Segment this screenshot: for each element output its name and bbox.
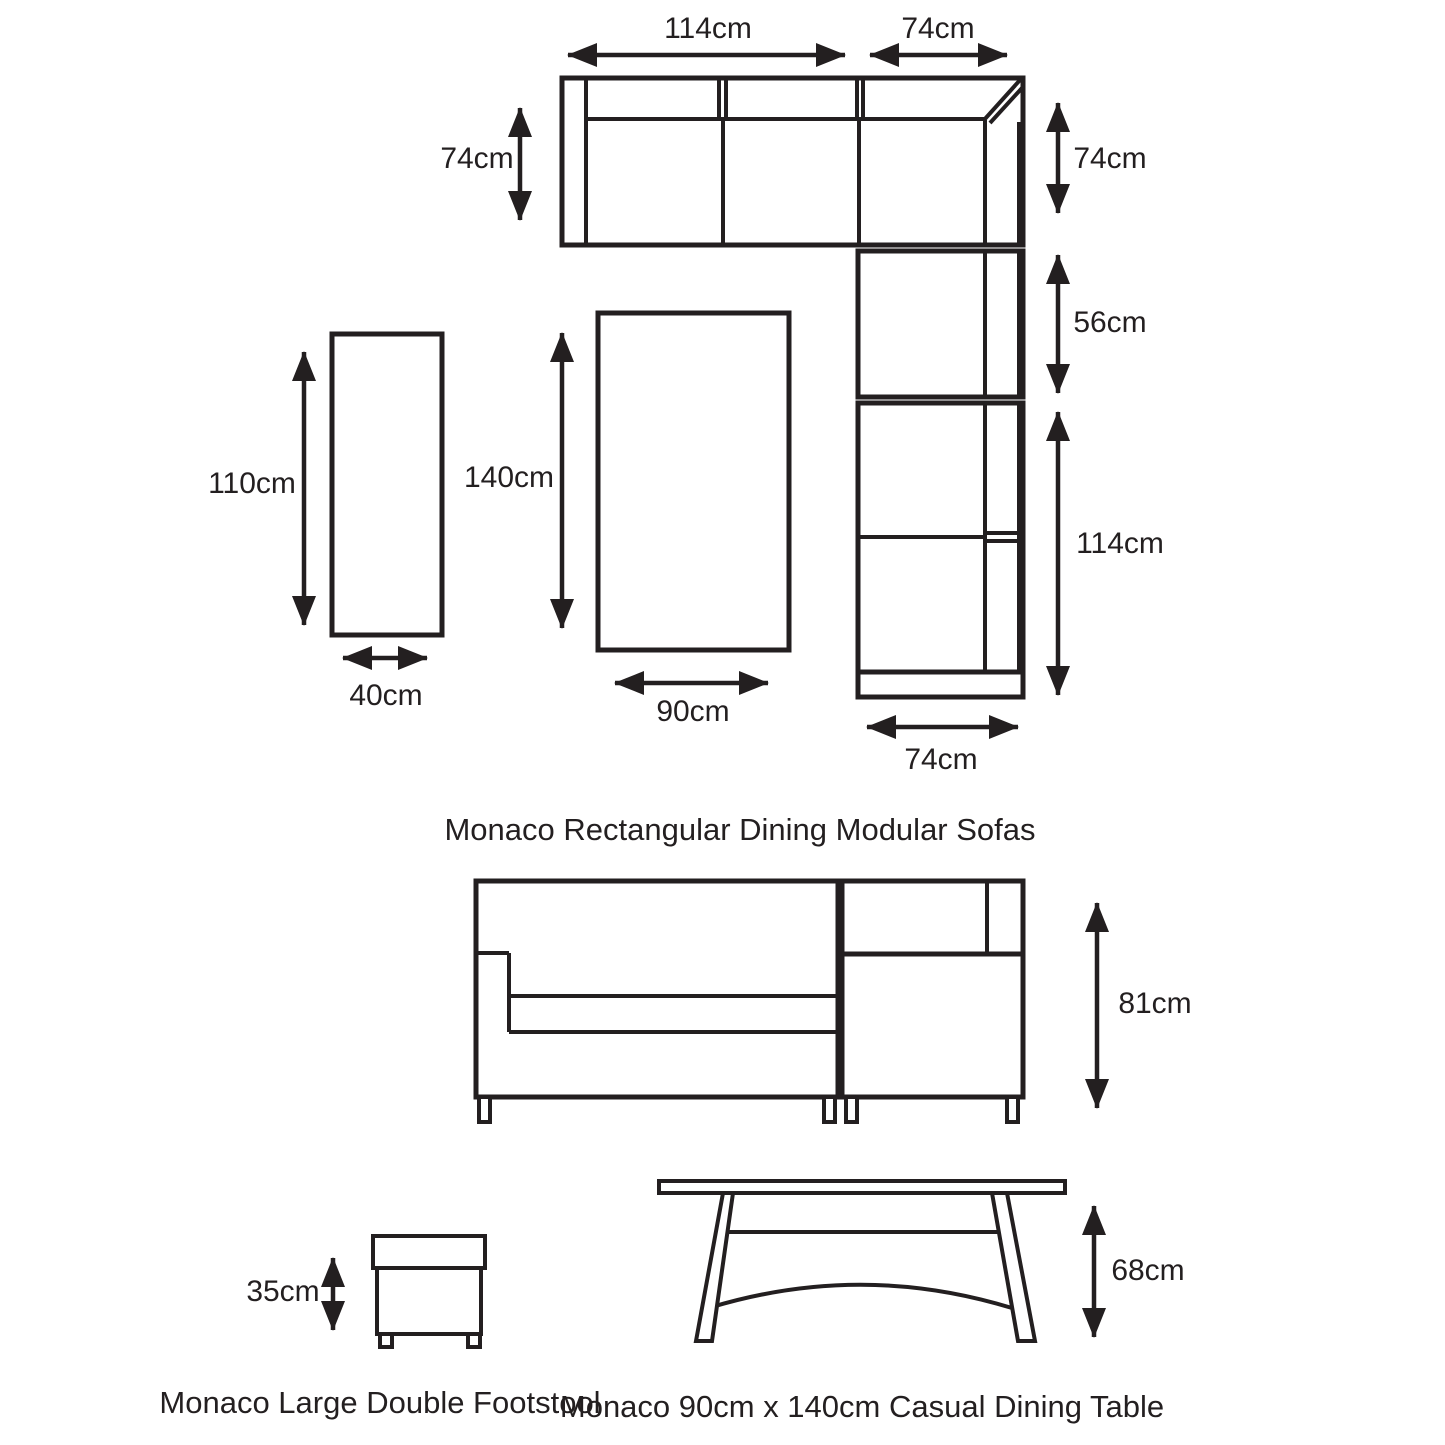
sofa-leg xyxy=(846,1097,857,1122)
sofa-plan-lower-module-outline xyxy=(858,403,1023,697)
sofa-leg xyxy=(1007,1097,1018,1122)
dim-label-top-74: 74cm xyxy=(901,12,975,45)
footstool-view xyxy=(159,1236,600,1420)
dim-label-table-90: 90cm xyxy=(656,695,730,728)
sofa-plan-internal-lines xyxy=(586,78,1023,672)
table-curved-stretcher xyxy=(712,1285,1012,1308)
dim-label-right-74: 74cm xyxy=(1073,142,1147,175)
dim-label-left-74: 74cm xyxy=(440,142,514,175)
caption-footstool: Monaco Large Double Footstool xyxy=(159,1385,601,1420)
caption-dining-table: Monaco 90cm x 140cm Casual Dining Table xyxy=(559,1389,1165,1424)
bench-plan-view xyxy=(208,334,442,712)
table-plan-outline xyxy=(598,313,789,650)
dim-label-right-56: 56cm xyxy=(1073,306,1147,339)
table-leg xyxy=(696,1193,733,1341)
dining-table-view xyxy=(560,1181,1185,1424)
diagram-title: Monaco Rectangular Dining Modular Sofas xyxy=(444,812,1036,847)
dim-label-sofa-81: 81cm xyxy=(1118,987,1192,1020)
table-top xyxy=(659,1181,1065,1193)
sofa-plan-mid-module-outline xyxy=(858,251,1023,397)
sofa-front-right-unit-outline xyxy=(842,881,1023,1097)
sofa-front-legs xyxy=(479,1097,1018,1122)
corner-diagonal-line xyxy=(984,80,1020,120)
sofa-front-view xyxy=(474,881,1192,1122)
dim-label-top-114: 114cm xyxy=(664,12,752,45)
dim-label-table-140: 140cm xyxy=(463,461,555,494)
footstool-cushion xyxy=(373,1236,485,1268)
dim-label-bench-40: 40cm xyxy=(349,679,423,712)
table-plan-view xyxy=(464,313,789,728)
sofa-plan-dimensions xyxy=(440,12,1164,776)
bench-plan-outline xyxy=(332,334,442,635)
footstool-foot xyxy=(468,1334,480,1347)
sofa-front-left-unit-outline xyxy=(476,881,838,1097)
table-leg xyxy=(992,1193,1035,1341)
sofa-leg xyxy=(824,1097,835,1122)
dim-label-footstool-35: 35cm xyxy=(246,1275,320,1308)
sofa-front-internal-lines xyxy=(474,881,1023,1032)
footstool-body xyxy=(377,1268,481,1334)
dim-label-table-68: 68cm xyxy=(1111,1254,1185,1287)
dim-label-bench-110: 110cm xyxy=(208,467,296,500)
dim-label-right-114: 114cm xyxy=(1076,527,1164,560)
footstool-foot xyxy=(380,1334,392,1347)
sofa-plan-view xyxy=(440,12,1164,776)
dim-label-bottom-74: 74cm xyxy=(904,743,978,776)
sofa-plan-top-module-outline xyxy=(562,78,1023,245)
sofa-leg xyxy=(479,1097,490,1122)
